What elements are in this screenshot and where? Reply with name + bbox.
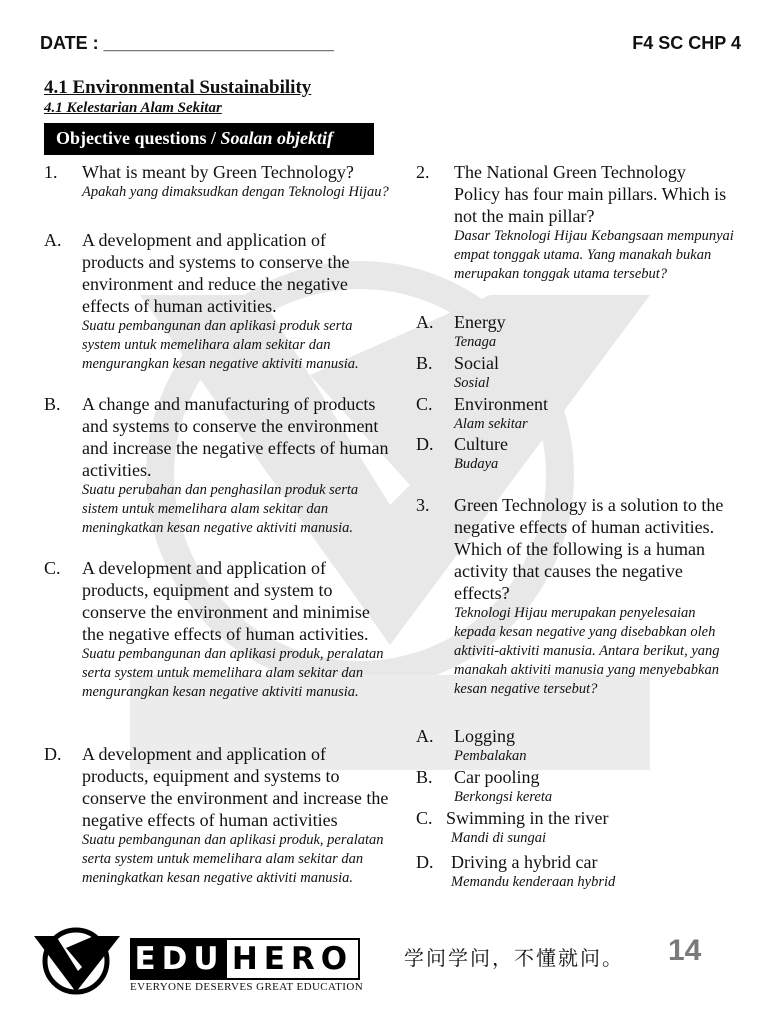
- option-text-ms: Suatu perubahan dan penghasilan produk serta sistem untuk memelihara alam sekitar dan meningkatkan kesan negative aktiviti manusia.: [82, 482, 359, 536]
- eduhero-wordmark: [130, 938, 360, 980]
- option-text-en: A change and manufacturing of products and systems to conserve the environment and increase the negative effects of human activities.: [82, 394, 389, 480]
- option-letter: D.: [44, 744, 62, 764]
- option-letter: B.: [44, 394, 61, 414]
- option-letter: A.: [44, 230, 62, 250]
- option-text-en: Environment: [454, 394, 548, 414]
- option-letter: B.: [416, 767, 433, 787]
- question-2: [416, 161, 736, 284]
- question-1: [44, 161, 389, 202]
- q3-option-c[interactable]: [416, 807, 736, 848]
- option-letter: B.: [416, 353, 433, 373]
- option-text-en: Logging: [454, 726, 515, 746]
- question-text-ms: Teknologi Hijau merupakan penyelesaian kepada kesan negative yang disebabkan oleh aktiviti-aktiviti manusia. Antara berikut, yang manakah aktiviti manusia yang menyebabkan kesan negative tersebut?: [454, 605, 720, 697]
- option-text-ms: Suatu pembangunan dan aplikasi produk, peralatan serta system untuk memelihara alam sekitar dan mengurangkan kesan negative aktiviti manusia.: [82, 646, 384, 700]
- option-text-ms: Tenaga: [454, 334, 497, 350]
- question-3: [416, 494, 736, 699]
- q3-option-a[interactable]: [416, 725, 736, 766]
- q2-option-c[interactable]: [416, 393, 736, 434]
- question-number: 2.: [416, 162, 430, 182]
- brand-hero: HERO: [231, 941, 354, 977]
- question-text-en: What is meant by Green Technology?: [82, 162, 354, 182]
- option-text-ms: Sosial: [454, 375, 490, 391]
- question-number: 1.: [44, 162, 58, 182]
- option-text-ms: Suatu pembangunan dan aplikasi produk, peralatan serta system untuk memelihara alam sekitar dan meningkatkan kesan negative aktiviti manusia.: [82, 832, 384, 886]
- objective-banner: [44, 123, 374, 155]
- option-text-en: Culture: [454, 434, 508, 454]
- option-letter: C.: [44, 558, 61, 578]
- option-letter: D.: [416, 434, 434, 454]
- option-letter: C.: [416, 394, 433, 414]
- option-text-en: Social: [454, 353, 499, 373]
- q3-option-d[interactable]: [416, 851, 736, 892]
- brand-edu: EDU: [132, 940, 227, 978]
- option-text-ms: Berkongsi kereta: [454, 789, 553, 805]
- option-text-en: A development and application of products and systems to conserve the environment and reduce the negative effects of human activities.: [82, 230, 350, 316]
- option-letter: D.: [416, 852, 434, 872]
- q3-option-b[interactable]: [416, 766, 736, 807]
- option-text-en: Energy: [454, 312, 506, 332]
- question-text-en: The National Green Technology Policy has four main pillars. Which is not the main pillar?: [454, 162, 727, 226]
- option-text-ms: Suatu pembangunan dan aplikasi produk serta system untuk memelihara alam sekitar dan mengurangkan kesan negative aktiviti manusia.: [82, 318, 359, 372]
- option-text-en: Car pooling: [454, 767, 540, 787]
- q1-option-d[interactable]: [44, 743, 389, 888]
- option-text-en: A development and application of products, equipment and systems to conserve the environment and increase the negative effects of human activities: [82, 744, 389, 830]
- question-text-en: Green Technology is a solution to the negative effects of human activities. Which of the following is a human activity that causes the negative effects?: [454, 495, 724, 603]
- question-text-ms: Apakah yang dimaksudkan dengan Teknologi Hijau?: [82, 184, 389, 200]
- section-title: 4.1 Environmental Sustainability: [44, 77, 312, 98]
- eduhero-logo-icon: [30, 926, 122, 996]
- slogan: EVERYONE DESERVES GREAT EDUCATION: [130, 981, 364, 993]
- objective-ms: Soalan objektif: [220, 128, 334, 148]
- option-text-ms: Alam sekitar: [454, 416, 528, 432]
- question-number: 3.: [416, 495, 430, 515]
- option-text-en: Driving a hybrid car: [451, 852, 598, 872]
- option-text-en: A development and application of products, equipment and system to conserve the environment and minimise the negative effects of human activities.: [82, 558, 370, 644]
- option-text-ms: Pembalakan: [454, 748, 527, 764]
- option-text-ms: Mandi di sungai: [451, 830, 547, 846]
- page-number: 14: [668, 934, 702, 967]
- section-subtitle: 4.1 Kelestarian Alam Sekitar: [44, 100, 222, 116]
- motto: 学问学问，不懂就问。: [404, 946, 624, 970]
- chapter-label: F4 SC CHP 4: [632, 33, 741, 53]
- q1-option-b[interactable]: [44, 393, 389, 538]
- option-text-en: Swimming in the river: [446, 808, 609, 828]
- option-text-ms: Budaya: [454, 456, 499, 472]
- option-letter: A.: [416, 726, 434, 746]
- question-text-ms: Dasar Teknologi Hijau Kebangsaan mempunyai empat tonggak utama. Yang manakah bukan merupakan tonggak utama tersebut?: [454, 228, 734, 282]
- q1-option-c[interactable]: [44, 557, 389, 702]
- q2-option-a[interactable]: [416, 311, 736, 352]
- date-label: DATE : _______________________: [40, 33, 334, 53]
- q2-option-d[interactable]: [416, 433, 736, 474]
- q1-option-a[interactable]: [44, 229, 389, 374]
- option-letter: A.: [416, 312, 434, 332]
- option-text-ms: Memandu kenderaan hybrid: [451, 874, 616, 890]
- objective-en: Objective questions /: [56, 128, 216, 148]
- option-letter: C.: [416, 808, 433, 828]
- q2-option-b[interactable]: [416, 352, 736, 393]
